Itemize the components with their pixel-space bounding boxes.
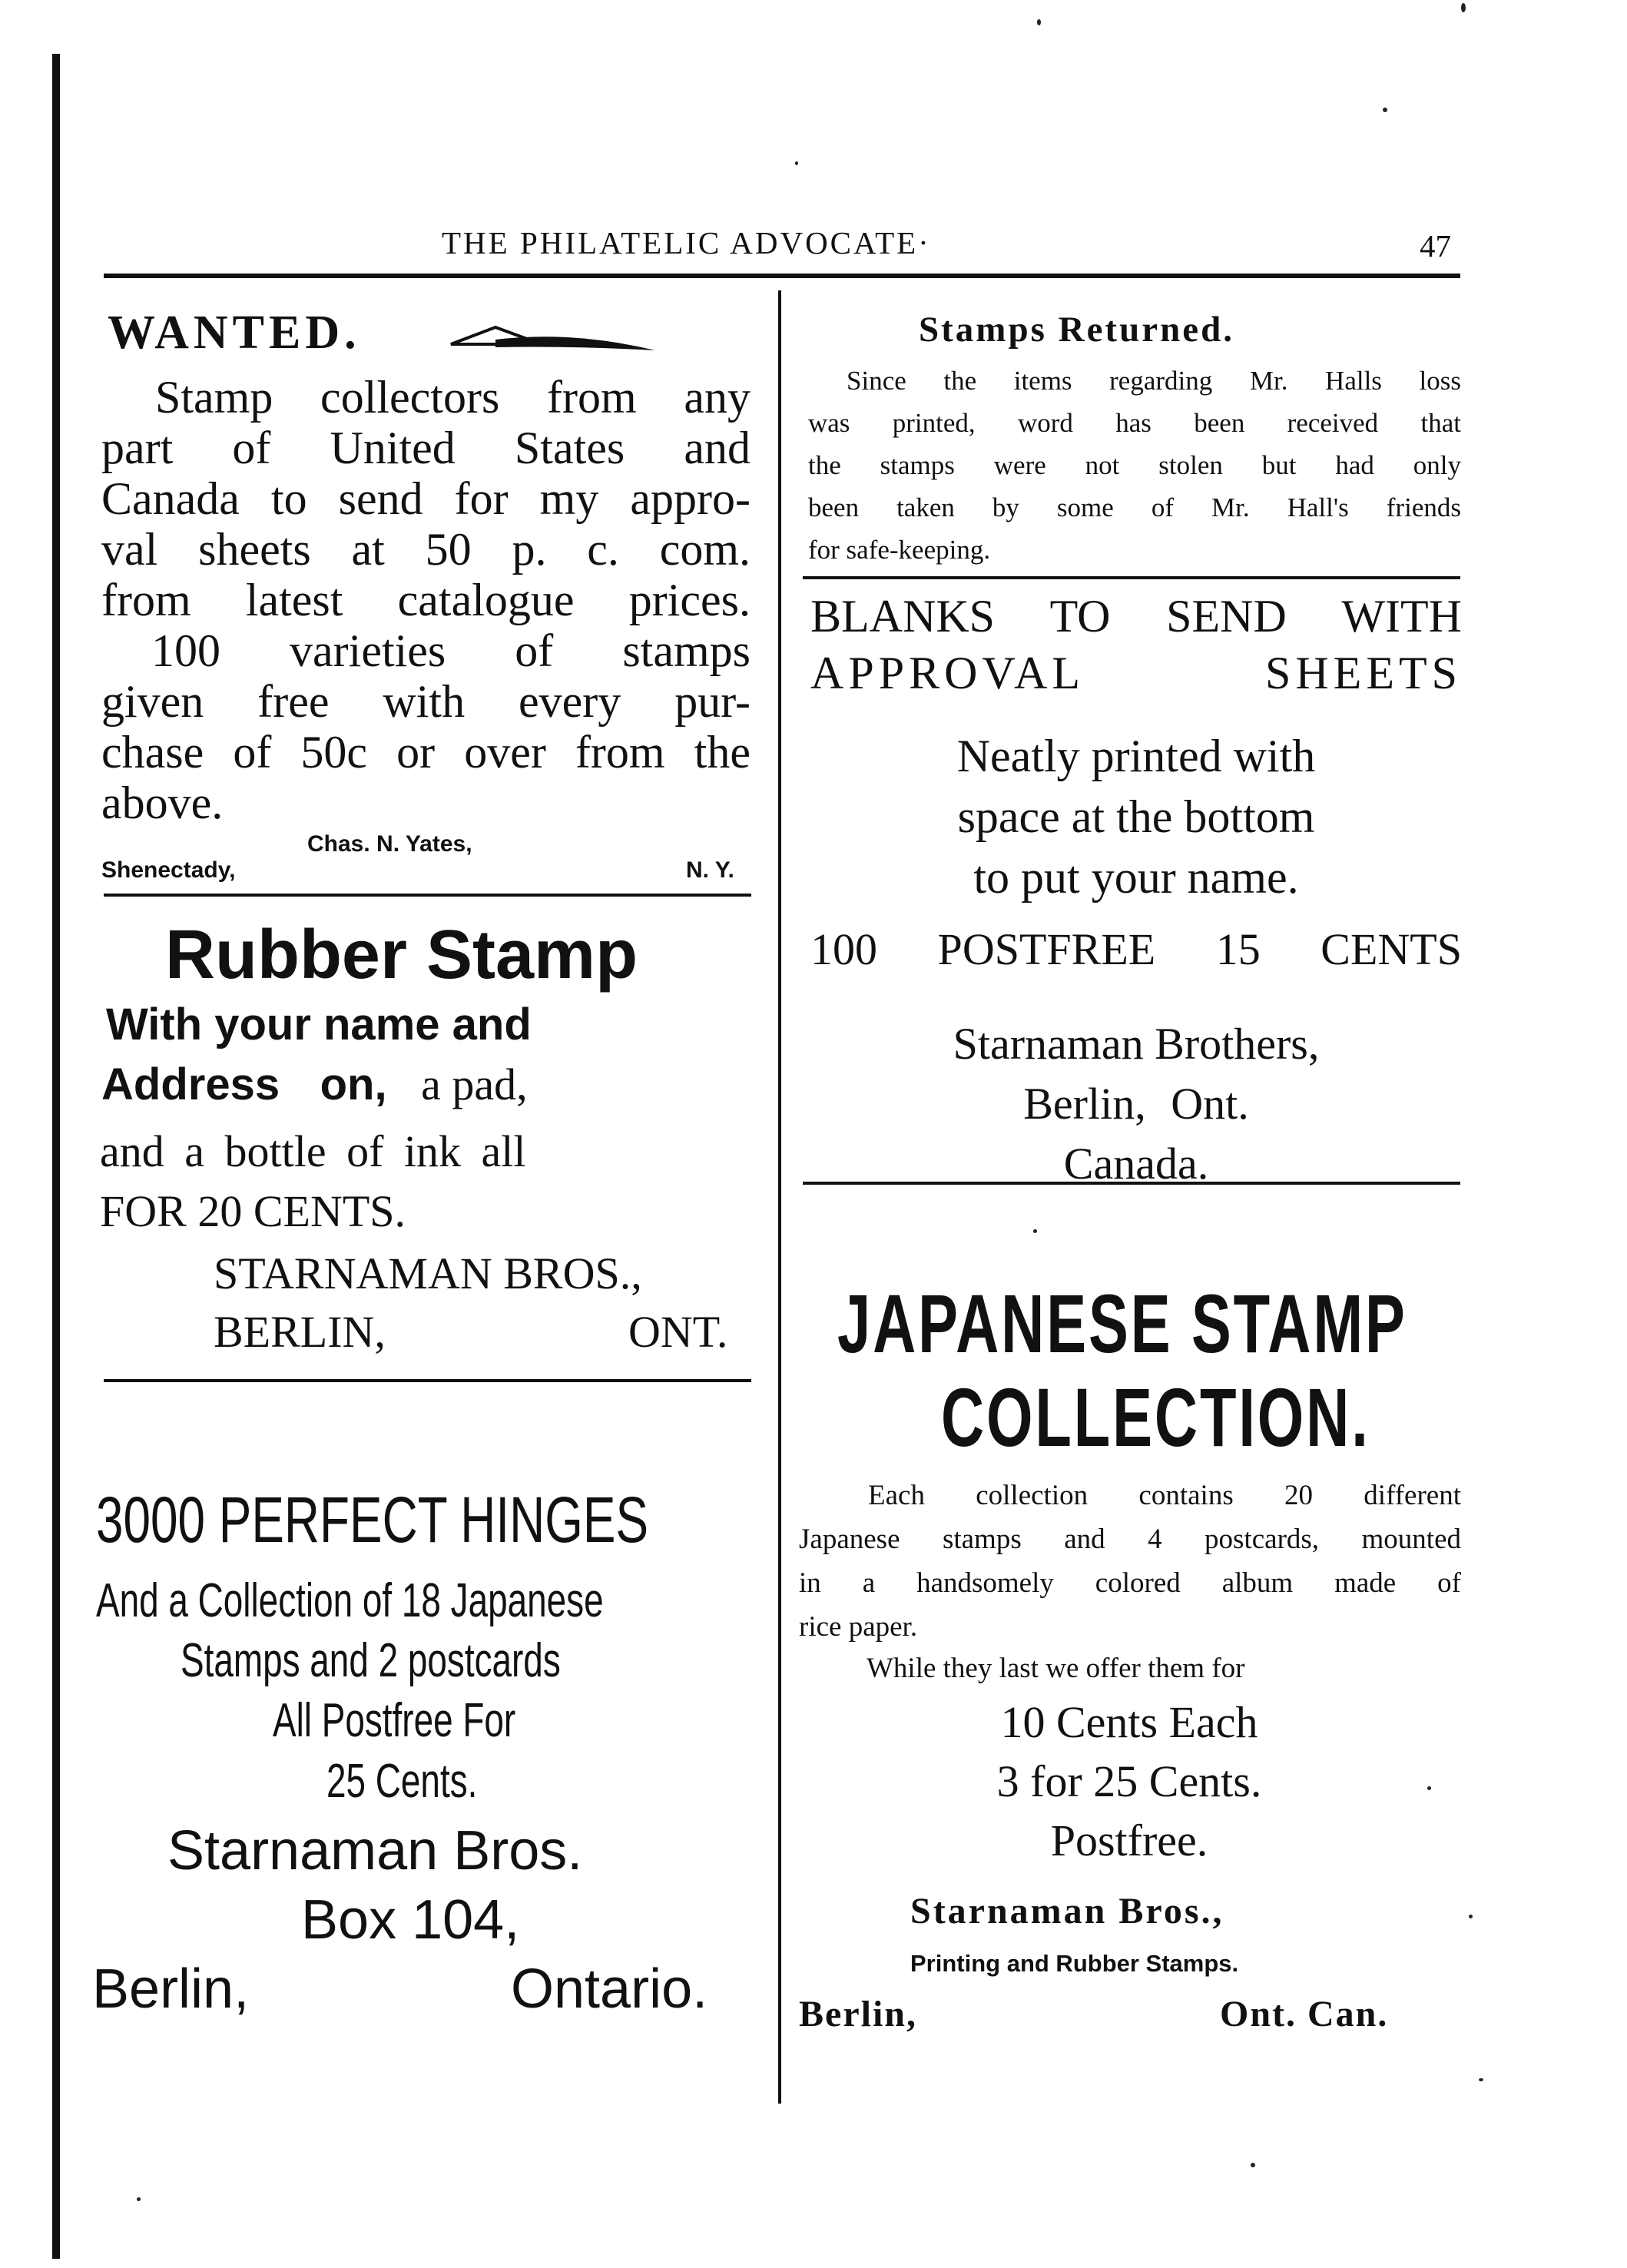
blanks-heading: APPROVAL SHEETS (810, 648, 1462, 698)
address-word: Address (101, 1059, 280, 1109)
wanted-free-line: given free with every pur- (101, 676, 751, 727)
rubber-stamp-line: and a bottle of ink all (100, 1126, 526, 1176)
wanted-line: part of United States and (101, 423, 751, 473)
japanese-line: rice paper. (799, 1611, 918, 1643)
rubber-stamp-city: BERLIN, (214, 1307, 386, 1357)
hinges-box: Box 104, (301, 1889, 520, 1951)
header-rule (104, 274, 1460, 278)
scan-speck (1461, 3, 1466, 12)
japanese-price: Postfree. (1050, 1815, 1208, 1865)
japanese-line: in a handsomely colored album made of (799, 1567, 1461, 1599)
pen-flourish-icon (449, 317, 657, 360)
blanks-body (810, 726, 1462, 908)
page-title: THE PHILATELIC ADVOCATE· (442, 225, 931, 260)
blanks-price: 100 POSTFREE 15 CENTS (810, 924, 1462, 974)
scan-speck (1469, 1915, 1473, 1918)
stamps-returned-line: was printed, word has been received that (808, 408, 1461, 438)
rubber-stamp-price: FOR 20 CENTS. (100, 1186, 406, 1236)
wanted-line: val sheets at 50 p. c. com. (101, 524, 751, 575)
wanted-signature-city: Shenectady, (101, 857, 236, 883)
japanese-line: Each collection contains 20 different (868, 1480, 1461, 1511)
rubber-stamp-line: With your name and (106, 1000, 532, 1049)
scan-speck (1383, 108, 1387, 112)
hinges-city: Berlin, (92, 1958, 250, 2020)
hinges-firm: Starnaman Bros. (167, 1820, 583, 1882)
wanted-line: Stamp collectors from any (155, 372, 751, 423)
scan-speck (1033, 1229, 1037, 1233)
japanese-firm: Starnaman Bros., (910, 1891, 1224, 1931)
blanks-city: Berlin, Ont. (1023, 1079, 1249, 1129)
wanted-heading: WANTED. (108, 307, 361, 359)
stamps-returned-line: the stamps were not stolen but had only (808, 450, 1461, 480)
blanks-line: space at the bottom (957, 791, 1315, 842)
hinges-line: 25 Cents. (326, 1755, 478, 1808)
japanese-price: 10 Cents Each (1000, 1697, 1258, 1747)
pad-words: a pad, (421, 1059, 528, 1109)
page-number: 47 (1420, 228, 1451, 264)
blanks-firm: Starnaman Brothers, (953, 1019, 1320, 1069)
hinges-line: And a Collection of 18 Japanese (96, 1574, 604, 1627)
wanted-body (101, 372, 751, 828)
scan-speck (1037, 19, 1041, 25)
left-margin-rule (52, 54, 60, 2259)
wanted-line: Canada to send for my appro- (101, 473, 751, 524)
blanks-heading: BLANKS TO SEND WITH (810, 591, 1462, 642)
wanted-free-line: above. (101, 778, 224, 828)
blanks-line: Neatly printed with (956, 731, 1316, 781)
blanks-line: to put your name. (973, 852, 1299, 903)
hinges-line: All Postfree For (273, 1694, 516, 1747)
stamps-returned-line: been taken by some of Mr. Hall's friends (808, 492, 1461, 522)
stamps-returned-heading: Stamps Returned. (919, 310, 1234, 350)
japanese-tagline: Printing and Rubber Stamps. (910, 1950, 1239, 1977)
rule-after-wanted (104, 894, 751, 897)
hinges-line: Stamps and 2 postcards (181, 1634, 561, 1687)
scan-speck (1427, 1786, 1431, 1790)
wanted-signature-name: Chas. N. Yates, (307, 831, 472, 857)
stamps-returned-body (808, 360, 1461, 571)
rule-after-rubber-stamp (104, 1379, 751, 1382)
japanese-line: Japanese stamps and 4 postcards, mounted (799, 1524, 1461, 1555)
rule-after-stamps-returned (803, 576, 1460, 579)
wanted-signature-state: N. Y. (686, 857, 734, 883)
scan-speck (795, 161, 798, 165)
wanted-free-line: 100 varieties of stamps (151, 625, 751, 676)
japanese-offer: While they last we offer them for (867, 1653, 1245, 1684)
column-divider (778, 290, 781, 2104)
japanese-body (799, 1474, 1461, 1649)
hinges-province: Ontario. (511, 1958, 708, 2020)
japanese-country: Ont. Can. (1220, 1994, 1389, 2034)
on-word: on, (320, 1059, 387, 1109)
japanese-city: Berlin, (799, 1994, 917, 2034)
rubber-stamp-firm: STARNAMAN BROS., (214, 1248, 642, 1298)
japanese-heading: JAPANESE STAMP (837, 1277, 1407, 1370)
wanted-line: from latest catalogue prices. (101, 575, 751, 625)
hinges-heading: 3000 PERFECT HINGES (96, 1484, 649, 1556)
stamps-returned-line: Since the items regarding Mr. Halls loss (847, 366, 1461, 396)
blanks-country: Canada. (1063, 1139, 1209, 1189)
japanese-heading: COLLECTION. (941, 1371, 1370, 1464)
scan-speck (1479, 2078, 1483, 2081)
scan-speck (137, 2197, 141, 2201)
stamps-returned-line: for safe-keeping. (808, 535, 991, 565)
rubber-stamp-address-line (101, 1059, 639, 1110)
japanese-price: 3 for 25 Cents. (996, 1756, 1262, 1806)
rubber-stamp-province: ONT. (628, 1307, 728, 1357)
scan-speck (1251, 2163, 1255, 2167)
wanted-free-line: chase of 50c or over from the (101, 727, 751, 778)
rubber-stamp-heading: Rubber Stamp (165, 917, 638, 993)
